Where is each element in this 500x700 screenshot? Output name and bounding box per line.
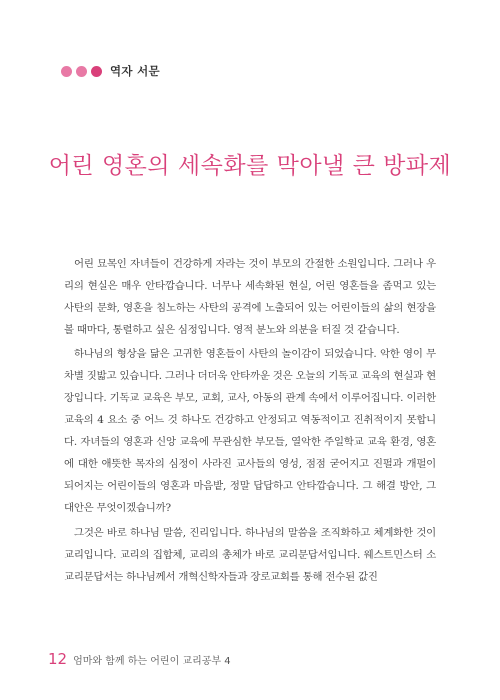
paragraph-1: 어린 묘목인 자녀들이 건강하게 자라는 것이 부모의 간절한 소원입니다. 그러나 우리의 현실은 매우 안타깝습니다. 너무나 세속화된 현실, 어린 영혼들을 좀먹고 있는 사탄의 문화, 영혼을 침노하는 사탄의 공격에 노출되어 있는 어린이들의 삶의 현장을 볼 때마다, 통렬하고 싶은 심정입니다. 영적 분노와 의분을 터질 것 같습니다. [64, 258, 436, 336]
paragraph-2: 하나님의 형상을 닮은 고귀한 영혼들이 사탄의 놀이감이 되었습니다. 악한 영이 무차별 짓밟고 있습니다. 그러나 더더욱 안타까운 것은 오늘의 기독교 교육의 현실과 현장입니다. 기독교 교육은 부모, 교회, 교사, 아동의 관계 속에서 이루어집니다. 이러한 교육의 4 요소 중 어느 것 하나도 건강하고 안정되고 역동적이고 진취적이지 못합니다. 자녀들의 영혼과 신앙 교육에 무관심한 부모들, 열악한 주일학교 교육 환경, 영혼에 대한 애뜻한 목자의 심정이 사라진 교사들의 영성, 점점 굳어지고 진펄과 개펄이 되어지는 어린이들의 영혼과 마음밭, 정말 답답하고 안타깝습니다. 그 해결 방안, 그 대안은 무엇이겠습니까? [64, 348, 436, 515]
paragraph-3: 그것은 바로 하나님 말씀, 진리입니다. 하나님의 말씀을 조직화하고 체계화한 것이 교리입니다. 교리의 집합체, 교리의 총체가 바로 교리문답서입니다. 웨스트민스터 소교리문답서는 하나님께서 개혁신학자들과 장로교회를 통해 전수된 값진 [64, 526, 436, 583]
bullet-dot-2-icon [76, 66, 87, 77]
section-header [61, 63, 160, 79]
page-title: 어린 영혼의 세속화를 막아낼 큰 방파제 [48, 153, 452, 179]
running-title: 엄마와 함께 하는 어린이 교리공부 4 [73, 656, 231, 667]
page-number: 12 [48, 650, 68, 668]
bullet-dot-1-icon [61, 66, 72, 77]
page-footer [48, 650, 231, 668]
section-label: 역자 서문 [110, 64, 160, 78]
body-text [64, 253, 436, 590]
bullet-dot-3-icon [91, 66, 102, 77]
